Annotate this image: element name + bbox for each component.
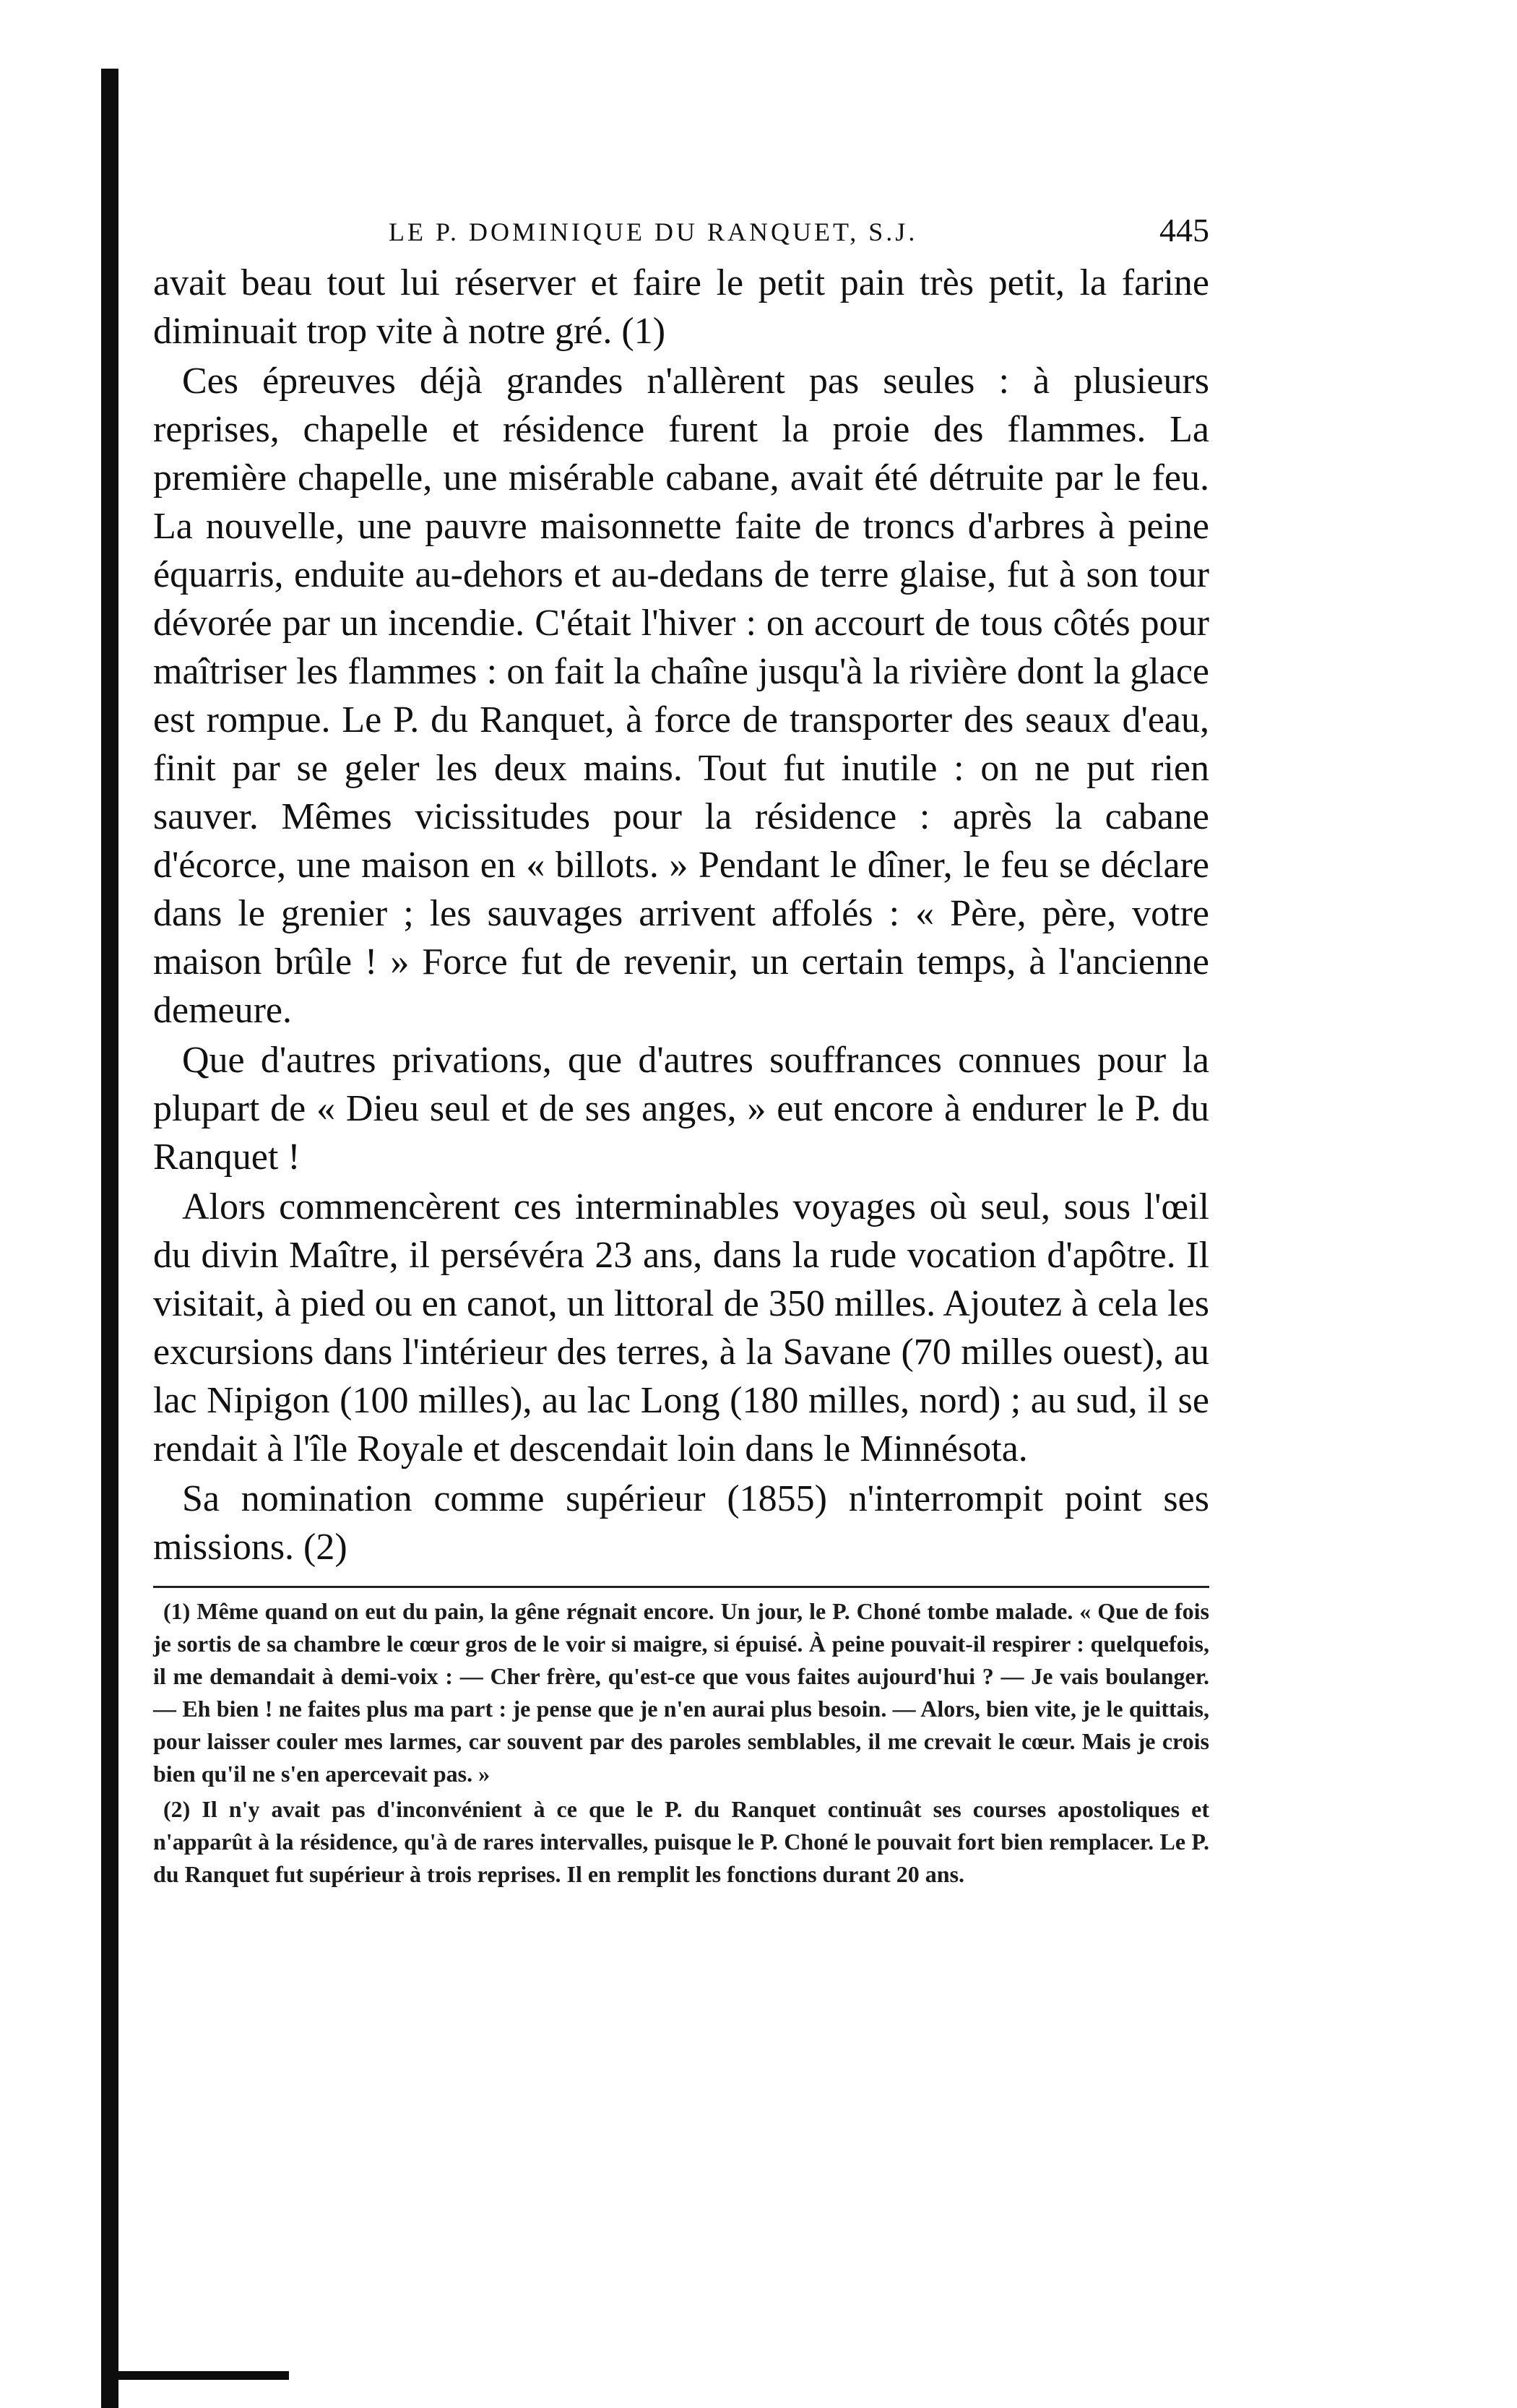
footnote-divider (153, 1586, 1209, 1588)
page-binding-foot (108, 2371, 289, 2380)
running-header (153, 173, 1209, 249)
paragraph-5: Sa nomination comme supérieur (1855) n'interrompit point ses missions. (2) (153, 1478, 1209, 1568)
paragraph-4: Alors commencèrent ces interminables voyages où seul, sous l'œil du divin Maître, il persévéra 23 ans, dans la rude vocation d'apôtre. Il visitait, à pied ou en canot, un littoral de 350 milles. Ajoutez à cela les excursions dans l'intérieur des terres, à la Savane (70 milles ouest), au lac Nipigon (100 milles), au lac Long (180 milles, nord) ; au sud, il se rendait à l'île Royale et descendait loin dans le Minnésota. (153, 1186, 1209, 1470)
book-page (153, 173, 1209, 1894)
footnote-1: (1) Même quand on eut du pain, la gêne régnait encore. Un jour, le P. Choné tombe malade. « Que de fois je sortis de sa chambre le cœur gros de le voir si maigre, si épuisé. À peine pouvait-il respirer : quelquefois, il me demandait à demi-voix : — Cher frère, qu'est-ce que vous faites aujourd'hui ? — Je vais boulanger. — Eh bien ! ne faites plus ma part : je pense que je n'en aurai plus besoin. — Alors, bien vite, je le quittais, pour laisser couler mes larmes, car souvent par des paroles semblables, il me crevait le cœur. Mais je crois bien qu'il ne s'en apercevait pas. » (153, 1598, 1209, 1787)
footnotes (153, 1595, 1209, 1891)
paragraph-1: avait beau tout lui réserver et faire le petit pain très petit, la farine diminuait trop vite à notre gré. (1) (153, 262, 1209, 352)
paragraph-2: Ces épreuves déjà grandes n'allèrent pas seules : à plusieurs reprises, chapelle et résidence furent la proie des flammes. La première chapelle, une misérable cabane, avait été détruite par le feu. La nouvelle, une pauvre maisonnette faite de troncs d'arbres à peine équarris, enduite au-dehors et au-dedans de terre glaise, fut à son tour dévorée par un incendie. C'était l'hiver : on accourt de tous côtés pour maîtriser les flammes : on fait la chaîne jusqu'à la rivière dont la glace est rompue. Le P. du Ranquet, à force de transporter des seaux d'eau, finit par se geler les deux mains. Tout fut inutile : on ne put rien sauver. Mêmes vicissitudes pour la résidence : après la cabane d'écorce, une maison en « billots. » Pendant le dîner, le feu se déclare dans le grenier ; les sauvages arrivent affolés : « Père, père, votre maison brûle ! » Force fut de revenir, un certain temps, à l'ancienne demeure. (153, 361, 1209, 1031)
page-number: 445 (1159, 212, 1209, 249)
footnote-2: (2) Il n'y avait pas d'inconvénient à ce que le P. du Ranquet continuât ses courses apostoliques et n'apparût à la résidence, qu'à de rares intervalles, puisque le P. Choné le pouvait fort bien remplacer. Le P. du Ranquet fut supérieur à trois reprises. Il en remplit les fonctions durant 20 ans. (153, 1796, 1209, 1887)
main-text (153, 259, 1209, 1571)
paragraph-3: Que d'autres privations, que d'autres souffrances connues pour la plupart de « Dieu seul et de ses anges, » eut encore à endurer le P. du Ranquet ! (153, 1040, 1209, 1178)
page-binding-edge (101, 69, 118, 2408)
running-title: LE P. DOMINIQUE DU RANQUET, S.J. (389, 217, 918, 246)
